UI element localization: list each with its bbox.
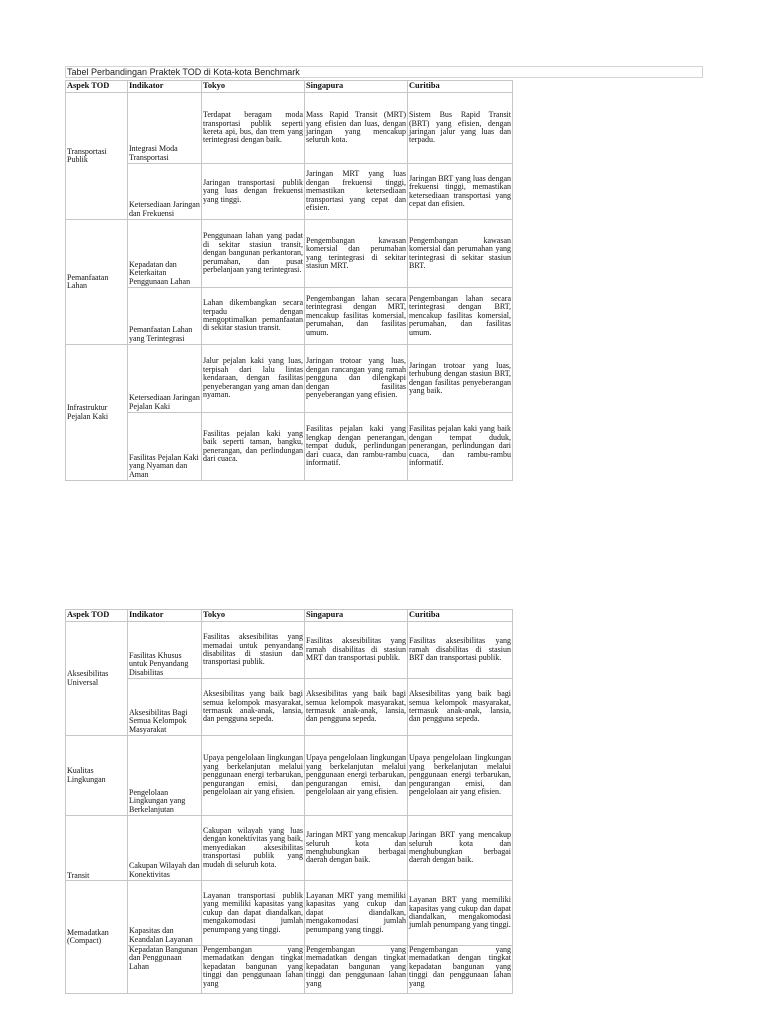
indikator-cell: Fasilitas Khusus untuk Penyandang Disabilitas	[128, 622, 202, 679]
table-row	[66, 345, 513, 413]
indikator-cell: Fasilitas Pejalan Kaki yang Nyaman dan Aman	[128, 413, 202, 481]
indikator-cell: Pemanfaatan Lahan yang Terintegrasi	[128, 288, 202, 345]
indikator-cell: Cakupan Wilayah dan Konektivitas	[128, 816, 202, 881]
header-curitiba: Curitiba	[408, 81, 513, 93]
indikator-cell: Aksesibilitas Bagi Semua Kelompok Masyarakat	[128, 679, 202, 736]
aspek-cell: Infrastruktur Pejalan Kaki	[66, 345, 128, 481]
indikator-cell: Pengelolaan Lingkungan yang Berkelanjutan	[128, 736, 202, 816]
table-row	[66, 413, 513, 481]
singapura-cell: Fasilitas aksesibilitas yang ramah disabilitas di stasiun MRT dan transportasi publik.	[305, 622, 408, 679]
curitiba-cell: Aksesibilitas yang baik bagi semua kelompok masyarakat, termasuk anak-anak, lansia, dan pengguna sepeda.	[408, 679, 513, 736]
tokyo-cell: Fasilitas pejalan kaki yang baik seperti taman, bangku, penerangan, dan perlindungan dari cuaca.	[202, 413, 305, 481]
tokyo-cell: Fasilitas aksesibilitas yang memadai untuk penyandang disabilitas di stasiun dan transportasi publik.	[202, 622, 305, 679]
singapura-cell: Mass Rapid Transit (MRT) yang efisien dan luas, dengan jaringan yang mencakup seluruh kota.	[305, 93, 408, 164]
aspek-cell: Transit	[66, 816, 128, 881]
singapura-cell: Layanan MRT yang memiliki kapasitas yang cukup dan dapat diandalkan, mengakomodasi jumlah penumpang yang tinggi.	[305, 881, 408, 946]
tokyo-cell: Aksesibilitas yang baik bagi semua kelompok masyarakat, termasuk anak-anak, lansia, dan pengguna sepeda.	[202, 679, 305, 736]
header-singapura: Singapura	[305, 610, 408, 622]
table-header-row	[66, 81, 513, 93]
curitiba-cell: Fasilitas pejalan kaki yang baik dengan tempat duduk, penerangan, perlindungan dari cuaca, dan rambu-rambu informatif.	[408, 413, 513, 481]
tokyo-cell: Terdapat beragam moda transportasi publik seperti kereta api, bus, dan trem yang terintegrasi dengan baik.	[202, 93, 305, 164]
singapura-cell: Jaringan MRT yang mencakup seluruh kota dan menghubungkan berbagai daerah dengan baik.	[305, 816, 408, 881]
indikator-cell: Kepadatan Bangunan dan Penggunaan Lahan	[128, 946, 202, 994]
curitiba-cell: Pengembangan lahan secara terintegrasi dengan BRT, mencakup fasilitas komersial, perumahan, dan fasilitas umum.	[408, 288, 513, 345]
curitiba-cell: Fasilitas aksesibilitas yang ramah disabilitas di stasiun BRT dan transportasi publik.	[408, 622, 513, 679]
table-row	[66, 679, 513, 736]
comparison-table-part-2	[65, 609, 513, 994]
singapura-cell: Pengembangan kawasan komersial dan perumahan yang terintegrasi di sekitar stasiun MRT.	[305, 220, 408, 288]
singapura-cell: Pengembangan yang memadatkan dengan tingkat kepadatan bangunan yang tinggi dan penggunaan lahan yang	[305, 946, 408, 994]
table-row	[66, 622, 513, 679]
indikator-cell: Integrasi Moda Transportasi	[128, 93, 202, 164]
curitiba-cell: Upaya pengelolaan lingkungan yang berkelanjutan melalui penggunaan energi terbarukan, pengurangan emisi, dan pengelolaan air yang efisien.	[408, 736, 513, 816]
indikator-cell: Kepadatan dan Keterkaitan Penggunaan Lahan	[128, 220, 202, 288]
header-aspek-tod: Aspek TOD	[66, 81, 128, 93]
curitiba-cell: Jaringan trotoar yang luas, terhubung dengan stasiun BRT, dengan fasilitas penyeberangan yang baik.	[408, 345, 513, 413]
table-row	[66, 816, 513, 881]
tokyo-cell: Upaya pengelolaan lingkungan yang berkelanjutan melalui penggunaan energi terbarukan, pengurangan emisi, dan pengelolaan air yang efisien.	[202, 736, 305, 816]
table-row	[66, 220, 513, 288]
curitiba-cell: Pengembangan kawasan komersial dan perumahan yang terintegrasi di sekitar stasiun BRT.	[408, 220, 513, 288]
table-row	[66, 164, 513, 220]
tokyo-cell: Jaringan transportasi publik yang luas dengan frekuensi yang tinggi.	[202, 164, 305, 220]
table-caption: Tabel Perbandingan Praktek TOD di Kota-kota Benchmark	[65, 66, 703, 78]
table-row	[66, 946, 513, 994]
table-row	[66, 93, 513, 164]
header-indikator: Indikator	[128, 610, 202, 622]
header-curitiba: Curitiba	[408, 610, 513, 622]
indikator-cell: Ketersediaan Jaringan dan Frekuensi	[128, 164, 202, 220]
header-aspek-tod: Aspek TOD	[66, 610, 128, 622]
aspek-cell: Memadatkan (Compact)	[66, 881, 128, 994]
singapura-cell: Jaringan MRT yang luas dengan frekuensi tinggi, memastikan ketersediaan transportasi yang cepat dan efisien.	[305, 164, 408, 220]
header-tokyo: Tokyo	[202, 81, 305, 93]
indikator-cell: Kapasitas dan Keandalan Layanan	[128, 881, 202, 946]
curitiba-cell: Layanan BRT yang memiliki kapasitas yang cukup dan dapat diandalkan, mengakomodasi jumlah penumpang yang tinggi.	[408, 881, 513, 946]
tokyo-cell: Pengembangan yang memadatkan dengan tingkat kepadatan bangunan yang tinggi dan penggunaan lahan yang	[202, 946, 305, 994]
tokyo-cell: Penggunaan lahan yang padat di sekitar stasiun transit, dengan bangunan perkantoran, perumahan, dan pusat perbelanjaan yang terintegrasi.	[202, 220, 305, 288]
tokyo-cell: Cakupan wilayah yang luas dengan konektivitas yang baik, menyediakan aksesibilitas transportasi publik yang mudah di seluruh kota.	[202, 816, 305, 881]
indikator-cell: Ketersediaan Jaringan Pejalan Kaki	[128, 345, 202, 413]
header-tokyo: Tokyo	[202, 610, 305, 622]
tokyo-cell: Lahan dikembangkan secara terpadu dengan mengoptimalkan pemanfaatan di sekitar stasiun transit.	[202, 288, 305, 345]
header-singapura: Singapura	[305, 81, 408, 93]
table-row	[66, 736, 513, 816]
curitiba-cell: Sistem Bus Rapid Transit (BRT) yang efisien, dengan jaringan jalur yang luas dan terpadu.	[408, 93, 513, 164]
tokyo-cell: Layanan transportasi publik yang memiliki kapasitas yang cukup dan dapat diandalkan, mengakomodasi jumlah penumpang yang tinggi.	[202, 881, 305, 946]
header-indikator: Indikator	[128, 81, 202, 93]
table-row	[66, 881, 513, 946]
singapura-cell: Pengembangan lahan secara terintegrasi dengan MRT, mencakup fasilitas komersial, perumahan, dan fasilitas umum.	[305, 288, 408, 345]
tokyo-cell: Jalur pejalan kaki yang luas, terpisah dari lalu lintas kendaraan, dengan fasilitas penyeberangan yang aman dan nyaman.	[202, 345, 305, 413]
table-header-row	[66, 610, 513, 622]
singapura-cell: Upaya pengelolaan lingkungan yang berkelanjutan melalui penggunaan energi terbarukan, pengurangan emisi, dan pengelolaan air yang efisien.	[305, 736, 408, 816]
singapura-cell: Jaringan trotoar yang luas, dengan rancangan yang ramah pengguna dan dilengkapi dengan fasilitas penyeberangan yang efisien.	[305, 345, 408, 413]
aspek-cell: Pemanfaatan Lahan	[66, 220, 128, 345]
singapura-cell: Aksesibilitas yang baik bagi semua kelompok masyarakat, termasuk anak-anak, lansia, dan pengguna sepeda.	[305, 679, 408, 736]
curitiba-cell: Jaringan BRT yang luas dengan frekuensi tinggi, memastikan ketersediaan transportasi yang cepat dan efisien.	[408, 164, 513, 220]
aspek-cell: Kualitas Lingkungan	[66, 736, 128, 816]
singapura-cell: Fasilitas pejalan kaki yang lengkap dengan penerangan, tempat duduk, perlindungan dari cuaca, dan rambu-rambu informatif.	[305, 413, 408, 481]
aspek-cell: Transportasi Publik	[66, 93, 128, 220]
aspek-cell: Aksesibilitas Universal	[66, 622, 128, 736]
table-row	[66, 288, 513, 345]
comparison-table-part-1	[65, 80, 513, 481]
curitiba-cell: Pengembangan yang memadatkan dengan tingkat kepadatan bangunan yang tinggi dan penggunaan lahan yang	[408, 946, 513, 994]
curitiba-cell: Jaringan BRT yang mencakup seluruh kota dan menghubungkan berbagai daerah dengan baik.	[408, 816, 513, 881]
